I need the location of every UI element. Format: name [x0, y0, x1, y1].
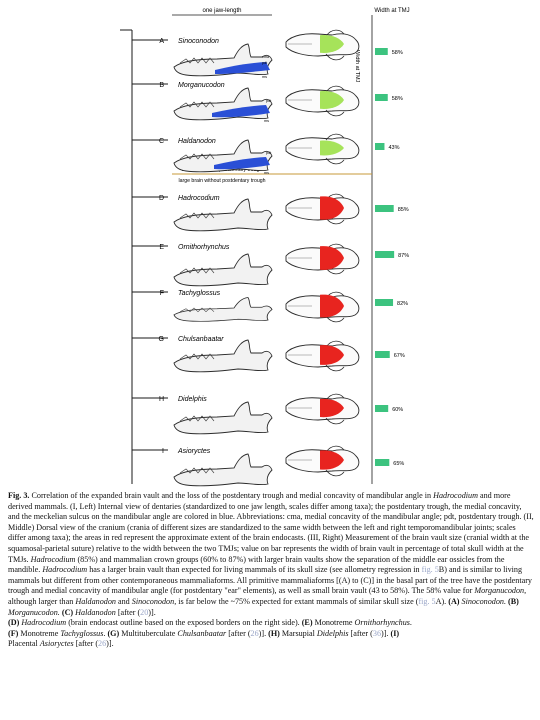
- panel-numeral-III: [392, 489, 402, 490]
- jaw-B-label-ms: ms: [264, 119, 270, 123]
- bar-c: [375, 143, 384, 150]
- caption-taxon: Ornithorhynchus: [354, 618, 410, 628]
- caption-panel-letter: (G): [107, 628, 120, 638]
- taxon-letter-c: C: [158, 138, 164, 145]
- caption-text: .: [409, 618, 412, 628]
- jaw-A-label-pdt: pdt: [262, 61, 268, 65]
- bar-label-i: 65%: [393, 461, 405, 467]
- taxon-labels: [159, 38, 230, 455]
- bar-e: [375, 251, 394, 258]
- bar-label-h: 60%: [392, 407, 404, 413]
- caption-taxon: Sinoconodon: [131, 596, 175, 606]
- header-width-at-tmj: Width at TMJ: [374, 8, 410, 14]
- caption-text: [after (: [73, 639, 99, 649]
- caption-taxon: Morganucodon: [474, 586, 525, 596]
- taxon-name-g: Chulsanbaatar: [178, 336, 224, 343]
- jaw-A-label-ms: ms: [262, 75, 268, 79]
- jaw-A-label-cma: cma: [262, 55, 270, 59]
- taxon-name-h: Didelphis: [178, 396, 207, 403]
- jaw-C-label-pdt: pdt: [266, 151, 272, 155]
- caption-taxon: Hadrocodium: [42, 565, 88, 575]
- brain-width-bars: [375, 48, 409, 467]
- caption-text: )].: [381, 628, 391, 638]
- caption-text: )].: [106, 639, 114, 649]
- caption-ref-link[interactable]: fig. 5: [418, 596, 436, 606]
- taxon-letter-b: B: [159, 82, 164, 89]
- bar-label-a: 58%: [391, 50, 403, 56]
- caption-text: Marsupial: [279, 628, 317, 638]
- caption-text: )].: [148, 607, 156, 617]
- caption-text: (85%) and mammalian crown groups (60% to 87%) with larger brain vaults show the separation of the middle ear ossicles from the mandible.: [8, 554, 505, 575]
- jaw-C: [174, 140, 272, 175]
- header-jaw-length: one jaw-length: [202, 8, 242, 14]
- jaw-I: [174, 454, 272, 486]
- caption-ref-link[interactable]: 36: [372, 628, 381, 638]
- caption-text: , although larger than: [8, 586, 527, 606]
- bar-label-b: 58%: [391, 96, 403, 102]
- caption-ref-link[interactable]: 20: [140, 607, 149, 617]
- caption-taxon: Haldanodon: [75, 596, 116, 606]
- caption-taxon: Hadrocodium: [21, 618, 67, 628]
- jaw-B-label-pdt: pdt: [266, 99, 272, 103]
- bar-a: [375, 48, 388, 55]
- bar-label-d: 85%: [397, 207, 409, 213]
- skull-panel: [286, 30, 359, 476]
- caption-taxon: Didelphis: [316, 628, 349, 638]
- skull-a: [286, 30, 359, 60]
- caption-taxon: Morganucodon.: [8, 607, 62, 617]
- bar-label-e: 87%: [398, 253, 410, 259]
- skull-e: [286, 244, 359, 274]
- caption-panel-letter: (D): [8, 618, 20, 628]
- skull-i: [286, 446, 359, 476]
- caption-taxon: Chulsanbaatar: [177, 628, 227, 638]
- caption-panel-letter: (A): [448, 596, 460, 606]
- caption-panel-letter: (E): [301, 618, 313, 628]
- caption-text: [after (: [348, 628, 373, 638]
- caption-taxon: Tachyglossus: [60, 628, 104, 638]
- skull-b: [286, 86, 359, 116]
- caption-text: (brain endocast outline based on the exposed borders on the right side).: [66, 618, 302, 628]
- divider-label-large-brain: large brain without postdentary trough: [178, 178, 266, 184]
- caption-text: Monotreme: [312, 618, 355, 628]
- caption-taxon: Asioryctes: [39, 639, 74, 649]
- taxon-letter-f: F: [159, 290, 164, 297]
- taxon-letter-e: E: [159, 244, 164, 251]
- caption-text: B) and is similar to living mammals but different from other contemporaneous mammaliaforms. All primitive mammaliaforms [(A) to (C)] in the basal part of the tree have the postdentary trough and medial concavity of mandibular angle (for postdentary "ear" elements), as well as small brain vault (43 to 58%). The 58% value for: [8, 565, 532, 596]
- taxon-name-c: Haldanodon: [178, 138, 216, 145]
- caption-text: [after (: [115, 607, 141, 617]
- taxon-name-a: Sinoconodon: [178, 38, 219, 45]
- caption-text: )].: [258, 628, 269, 638]
- caption-panel-letter: (F): [8, 628, 19, 638]
- caption-panel-letter: (H): [268, 628, 280, 638]
- caption-fig-label: Fig. 3.: [8, 491, 30, 500]
- figure-caption: [8, 491, 534, 650]
- caption-ref-link[interactable]: 26: [250, 628, 259, 638]
- caption-ref-link[interactable]: 26: [98, 639, 107, 649]
- caption-text: .: [103, 628, 108, 638]
- caption-text: Multituberculate: [119, 628, 178, 638]
- skull-h: [286, 394, 359, 424]
- panel-numeral-II: [317, 489, 324, 490]
- skull-f: [286, 292, 359, 322]
- caption-text: and more derived mammals. (I, Left) Internal view of dentaries (standardized to one jaw length, scales differ among taxa); the postdentary trough, the medial concavity, and the meckelian sulcus on the mandibular angle are colored in blue. Abbreviations: cma, medial concavity of the mandibular angle; pdt, postdentary trough. (II, Middle) Dorsal view of the cranium (crania of different sizes are standardized to the same width between the left and right temporomandibular joints; scales differ among taxa); the areas in red represent the approximate extent of the brain endocasts. (III, Right) Measurement of the brain vault size (cranial width at the squamosal-parietal suture) relative to the width between the two TMJs; value on bar represents the width of brain vault in percentage of total skull width at the TMJs.: [8, 491, 534, 564]
- taxon-name-d: Hadrocodium: [178, 195, 220, 202]
- skull-d: [286, 194, 359, 224]
- taxon-name-b: Morganucodon: [178, 82, 225, 89]
- jaw-A: [174, 44, 272, 79]
- caption-ref-link[interactable]: fig. 5: [421, 565, 439, 575]
- jaw-H: [174, 402, 272, 434]
- caption-taxon: Hadrocodium: [30, 554, 76, 564]
- taxon-letter-i: I: [162, 448, 164, 455]
- caption-taxon: Hadrocodium: [433, 491, 478, 500]
- skull-c: [286, 134, 359, 164]
- caption-panel-letter: (I): [390, 628, 400, 638]
- panel-numeral-I: [199, 489, 202, 490]
- jaw-G: [174, 340, 272, 372]
- taxon-letter-a: A: [159, 38, 164, 45]
- bar-label-f: 82%: [397, 301, 409, 307]
- jaw-C-label-ms: ms: [264, 171, 270, 175]
- caption-panel-letter: (C): [61, 607, 74, 617]
- bar-d: [375, 205, 394, 212]
- jaw-F: [174, 298, 272, 322]
- taxon-name-e: Ornithorhynchus: [178, 244, 230, 251]
- bar-f: [375, 299, 393, 306]
- caption-text: Monotreme: [18, 628, 61, 638]
- taxon-letter-d: D: [158, 195, 164, 202]
- jaw-E: [174, 254, 272, 286]
- caption-text: and: [115, 596, 132, 606]
- bar-b: [375, 94, 388, 101]
- vertical-width-label: Width at TMJ: [354, 50, 360, 83]
- caption-text: , is far below the ~75% expected for extant mammals of similar skull size (: [174, 596, 419, 606]
- bar-label-c: 43%: [388, 145, 400, 151]
- caption-text: [after (: [226, 628, 251, 638]
- taxon-name-f: Tachyglossus: [178, 290, 221, 297]
- jaw-D: [174, 199, 272, 231]
- taxon-letter-g: G: [158, 336, 164, 343]
- caption-panel-letter: (B): [508, 596, 519, 606]
- bar-h: [375, 405, 388, 412]
- caption-text: A).: [435, 596, 449, 606]
- taxon-letter-h: H: [158, 396, 164, 403]
- caption-text: Correlation of the expanded brain vault and the loss of the postdentary trough and medial concavity of mandibular angle in: [29, 491, 434, 500]
- jaw-B: [174, 88, 272, 123]
- bar-g: [375, 351, 390, 358]
- bar-label-g: 67%: [393, 353, 405, 359]
- phylogenetic-tree: [120, 30, 168, 484]
- caption-text: has a larger brain vault than expected for living mammals of its skull size (see allometry regression in: [87, 565, 422, 575]
- caption-taxon: Sinoconodon.: [459, 596, 509, 606]
- caption-taxon: Haldanodon: [73, 607, 116, 617]
- skull-g: [286, 341, 359, 371]
- caption-text: Placental: [8, 639, 40, 649]
- taxon-name-i: Asioryctes: [178, 448, 211, 455]
- bar-i: [375, 459, 389, 466]
